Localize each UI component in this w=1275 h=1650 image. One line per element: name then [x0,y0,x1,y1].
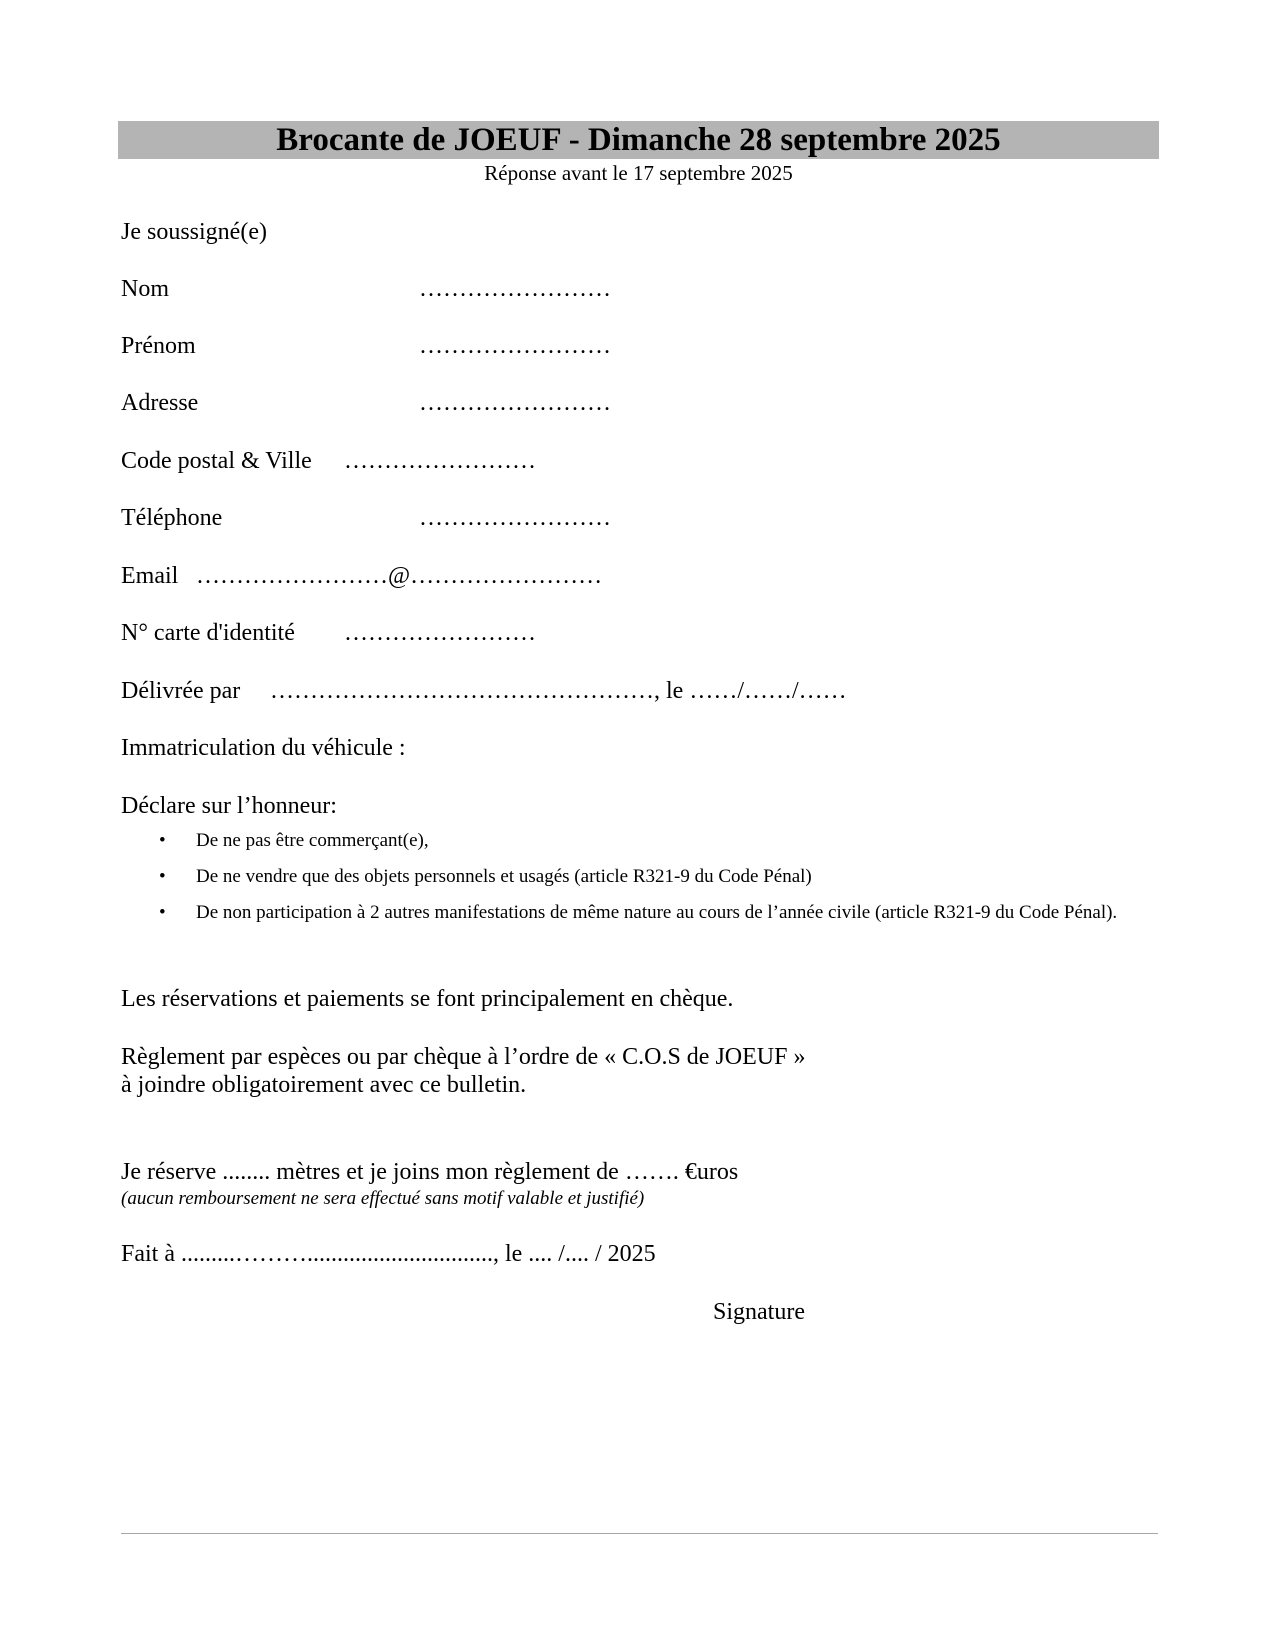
declaration-heading: Déclare sur l’honneur: [121,793,337,819]
field-value-delivree-par[interactable]: …………………………………………, le ……/……/…… [270,678,847,704]
vehicle-registration-label: Immatriculation du véhicule : [121,735,406,761]
field-value-email[interactable]: ……………………@…………………… [196,563,603,589]
field-label-code-postal-ville: Code postal & Ville [121,448,312,474]
field-value-carte-identite[interactable]: …………………… [344,620,536,646]
declaration-item: De ne vendre que des objets personnels et usagés (article R321-9 du Code Pénal) [196,866,812,887]
field-label-delivree-par: Délivrée par [121,678,241,704]
declaration-item: De ne pas être commerçant(e), [196,830,429,851]
field-label-telephone: Téléphone [121,505,223,531]
form-intro: Je soussigné(e) [121,219,267,245]
refund-note: (aucun remboursement ne sera effectué sans motif valable et justifié) [121,1188,645,1209]
bullet-icon: • [159,830,166,851]
field-value-telephone[interactable]: …………………… [419,505,611,531]
signature-label: Signature [713,1299,805,1325]
field-value-adresse[interactable]: …………………… [419,390,611,416]
payment-order-line: Règlement par espèces ou par chèque à l’ordre de « C.O.S de JOEUF » [121,1044,806,1070]
page-title: Brocante de JOEUF - Dimanche 28 septembre 2025 [276,122,1001,158]
field-label-carte-identite: N° carte d'identité [121,620,295,646]
field-label-adresse: Adresse [121,390,199,416]
field-value-prenom[interactable]: …………………… [419,333,611,359]
reservation-line: Je réserve ........ mètres et je joins mon règlement de ……. €uros [121,1159,739,1185]
field-value-nom[interactable]: …………………… [419,276,611,302]
bullet-icon: • [159,866,166,887]
field-value-code-postal-ville[interactable]: …………………… [344,448,536,474]
payment-method-note: Les réservations et paiements se font principalement en chèque. [121,986,734,1012]
response-deadline: Réponse avant le 17 septembre 2025 [484,161,793,185]
bullet-icon: • [159,902,166,923]
declaration-item: De non participation à 2 autres manifestations de même nature au cours de l’année civile (article R321-9 du Code Pénal). [196,902,1118,923]
payment-attach-line: à joindre obligatoirement avec ce bulletin. [121,1072,527,1098]
place-date-line: Fait à .........………..............................., le .... /.... / 2025 [121,1241,656,1267]
field-label-prenom: Prénom [121,333,196,359]
field-label-nom: Nom [121,276,169,302]
field-label-email: Email [121,563,179,589]
footer-divider [121,1533,1158,1534]
